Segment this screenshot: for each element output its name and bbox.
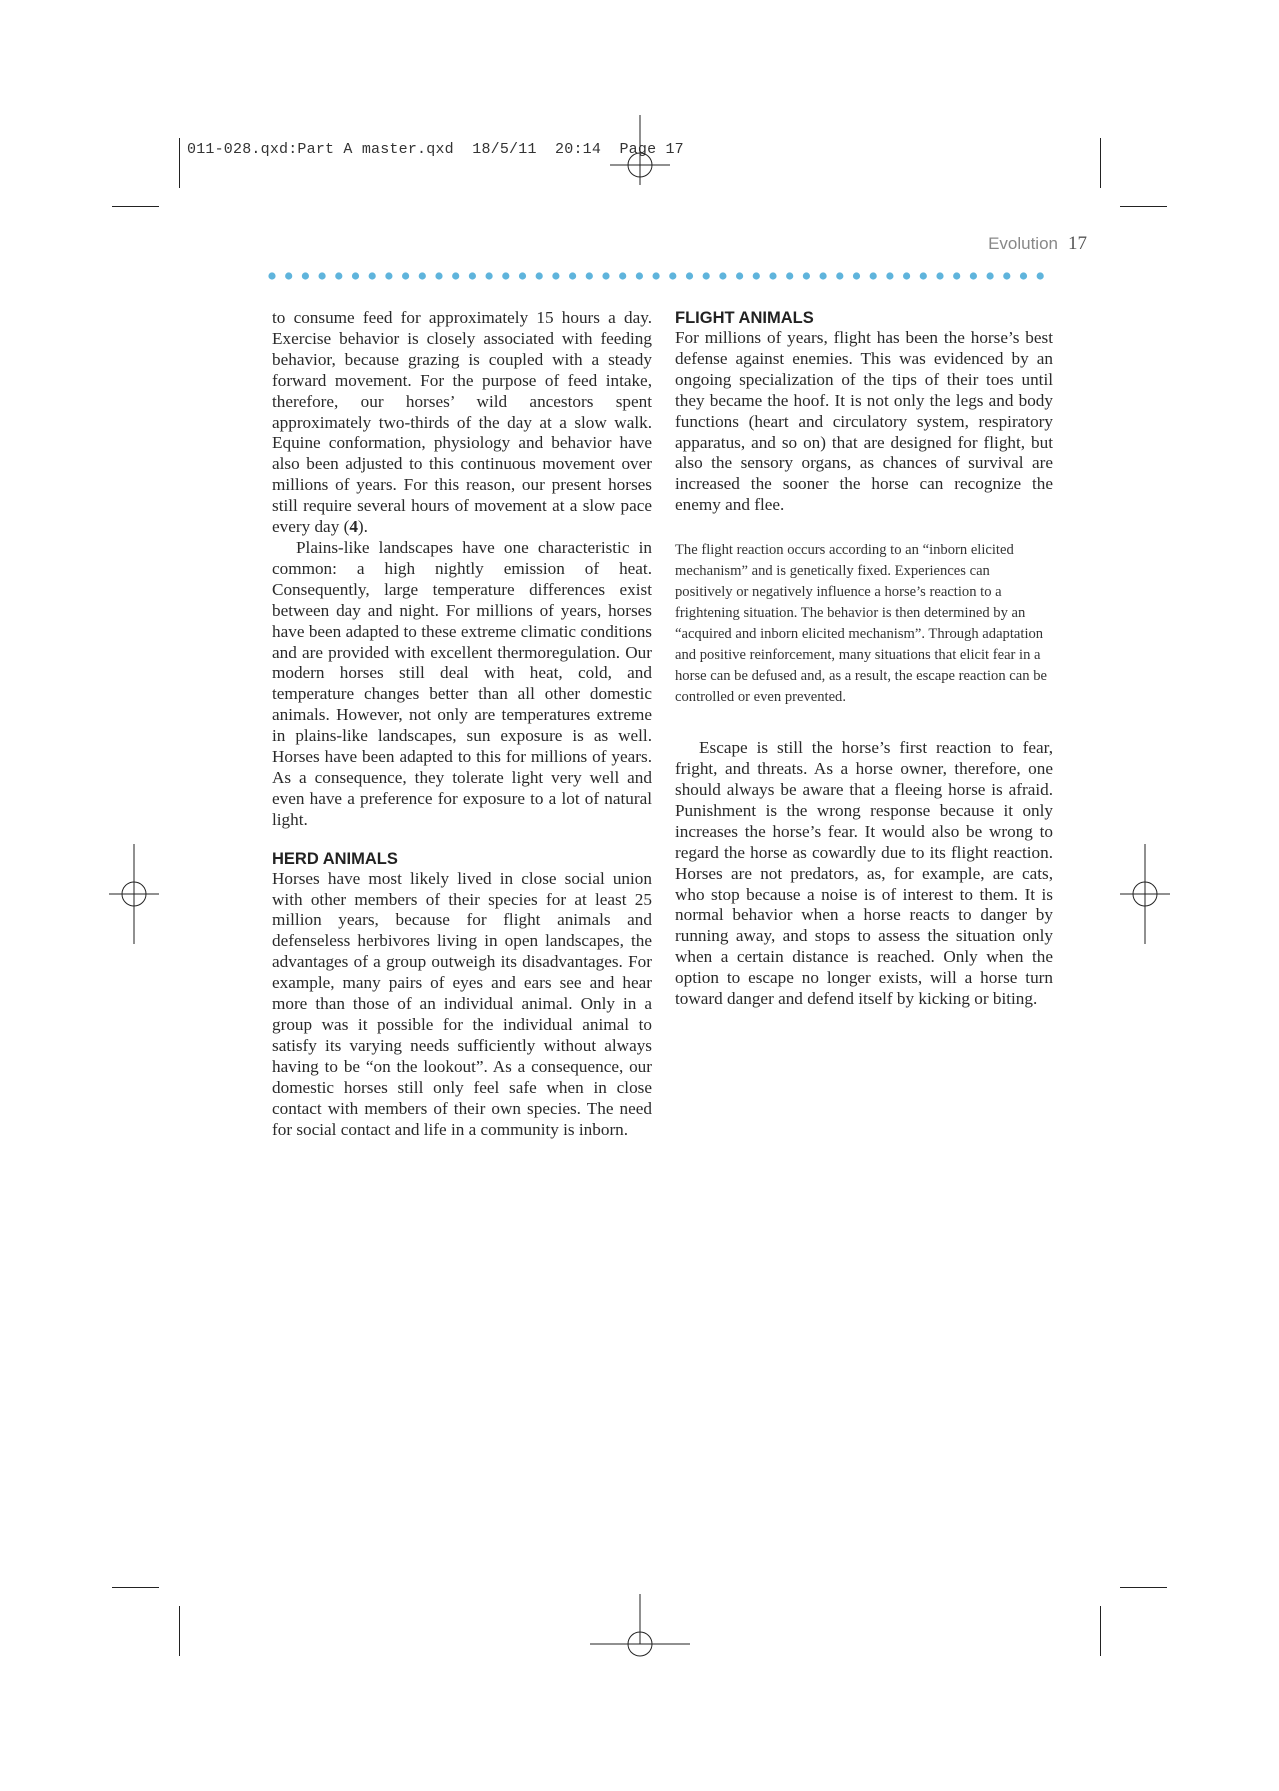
dot [302,272,309,279]
crop-mark-bottom-right-vertical [1100,1606,1101,1656]
dot [419,272,426,279]
dot [803,272,810,279]
page-number: 17 [1068,233,1087,254]
left-column [272,308,652,1140]
figure-reference: 4 [349,517,358,537]
crop-mark-bottom-left-horizontal [112,1587,159,1588]
dot [369,272,376,279]
dot [268,272,275,279]
running-head-title: Evolution [988,234,1058,253]
dot [1003,272,1010,279]
dot [736,272,743,279]
dot [402,272,409,279]
dot [385,272,392,279]
dot [335,272,342,279]
text-run: to consume feed for approximately 15 hours a day. Exercise behavior is closely associated with feeding behavior, because grazing is coupled with a steady forward movement. For the purpose of feed intake, therefore, our horses’ wild ancestors spent approximately two-thirds of the day at a slow walk. Equine conformation, physiology and behavior have also been adjusted to this continuous movement over millions of years. For this reason, our present horses still require several hours of movement at a slow pace every day ( [272,308,652,537]
dot [619,272,626,279]
dot [970,272,977,279]
dot [836,272,843,279]
dot [452,272,459,279]
dot [519,272,526,279]
dot [319,272,326,279]
body-paragraph: Horses have most likely lived in close social union with other members of their species for at least 25 million years, because for flight animals and defenseless herbivores living in open landscapes, the advantages of a group outweigh its disadvantages. For example, many pairs of eyes and ears see and hear more than those of an individual animal. Only in a group was it possible for the individual animal to satisfy its varying needs sufficiently without always having to be “on the lookout”. As a consequence, our domestic horses still only feel safe when in close contact with members of their own species. The need for social contact and life in a community is inborn. [272,868,652,1139]
registration-mark-top-icon [590,115,690,215]
dot [285,272,292,279]
dot [653,272,660,279]
dot [753,272,760,279]
dot [636,272,643,279]
dot [536,272,543,279]
crop-mark-top-right-horizontal [1120,206,1167,207]
dot [352,272,359,279]
dot [786,272,793,279]
dot [936,272,943,279]
body-paragraph [272,308,652,538]
dot [903,272,910,279]
registration-mark-left-icon [84,844,184,944]
dot [719,272,726,279]
dot [703,272,710,279]
dot [469,272,476,279]
dot [853,272,860,279]
dot [502,272,509,279]
text-run: ). [357,517,368,537]
dot [1020,272,1027,279]
crop-mark-bottom-left-vertical [179,1606,180,1656]
dot [769,272,776,279]
dot [586,272,593,279]
dot [886,272,893,279]
section-heading-flight-animals: FLIGHT ANIMALS [675,309,814,327]
dot [820,272,827,279]
crop-mark-top-left-horizontal [112,206,159,207]
dot [486,272,493,279]
section-heading-herd-animals: HERD ANIMALS [272,849,398,868]
dot [602,272,609,279]
dot [920,272,927,279]
registration-mark-right-icon [1095,844,1195,944]
dot [669,272,676,279]
dot [987,272,994,279]
running-head [988,233,1087,255]
crop-mark-bottom-right-horizontal [1120,1587,1167,1588]
body-paragraph: For millions of years, flight has been the horse’s best defense against enemies. This was evidenced by an ongoing specialization of the tips of their toes until they became the hoof. It is not only the legs and body functions (heart and circulatory system, respiratory apparatus, and so on) that are designed for flight, but also the sensory organs, as chances of survival are increased the sooner the horse can recognize the enemy and flee. [675,328,1053,515]
body-paragraph: Plains-like landscapes have one characteristic in common: a high nightly emission of heat. Consequently, large temperature differences exist between day and night. For millions of years, horses have been adapted to these extreme climatic conditions and are provided with excellent thermoregulation. Our modern horses still deal with heat, cold, and temperature changes better than all other domestic animals. However, not only are temperatures extreme in plains-like landscapes, sun exposure is as well. Horses have been adapted to this for millions of years. As a consequence, they tolerate light very well and even have a preference for exposure to a lot of natural light. [272,537,652,829]
sidebar-note: The flight reaction occurs according to an “inborn elicited mechanism” and is genetically fixed. Experiences can positively or negatively influence a horse’s reaction to a frightening situation. The behavior is then determined by an “acquired and inborn elicited mechanism”. Through adaptation and positive reinforcement, many situations that elicit fear in a horse can be defused and, as a result, the escape reaction can be controlled or even prevented. [675,542,1047,706]
dot [569,272,576,279]
dot [1037,272,1044,279]
body-paragraph: Escape is still the horse’s first reaction to fear, fright, and threats. As a horse owner, therefore, one should always be aware that a fleeing horse is afraid. Punishment is the wrong response because it only increases the horse’s fear. It would also be wrong to regard the horse as cowardly due to its flight reaction. Horses are not predators, as, for example, are cats, who stop because a noise is of interest to them. It is normal behavior when a horse reacts to danger by running away, and stops to assess the situation only when a certain distance is reached. Only when the option to escape no longer exists, will a horse turn toward danger and defend itself by kicking or biting. [675,738,1053,1009]
registration-mark-bottom-icon [590,1594,690,1694]
dot [953,272,960,279]
dot [552,272,559,279]
dot [686,272,693,279]
printer-slug: 011-028.qxd:Part A master.qxd 18/5/11 20:14 Page 17 [187,141,684,158]
dot [870,272,877,279]
dotted-rule-dots [268,271,1058,281]
right-column [675,308,1053,1010]
dotted-rule [268,271,1058,281]
dot [435,272,442,279]
crop-mark-top-left-vertical [179,138,180,188]
crop-mark-top-right-vertical [1100,138,1101,188]
